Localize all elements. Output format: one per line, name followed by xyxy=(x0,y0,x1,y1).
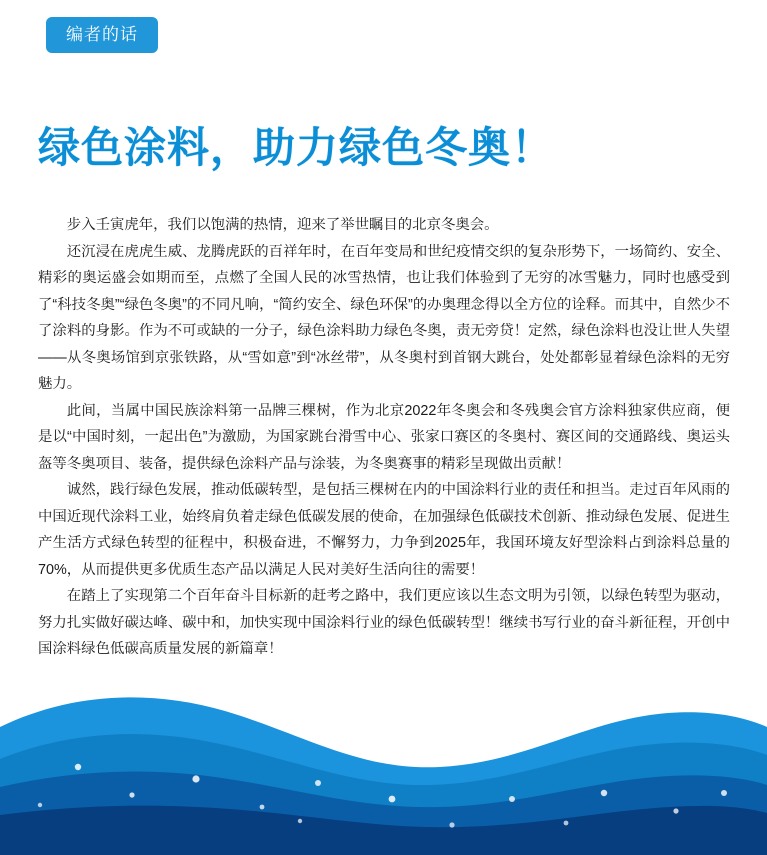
bubble-dot xyxy=(509,796,515,802)
wave-graphic xyxy=(0,675,767,855)
page-title: 绿色涂料，助力绿色冬奥！ xyxy=(38,124,555,171)
bubble-dot xyxy=(389,796,396,803)
article-body xyxy=(38,212,730,663)
wave-decoration xyxy=(0,675,767,855)
article-paragraph: 步入壬寅虎年，我们以饱满的热情，迎来了举世瞩目的北京冬奥会。 xyxy=(66,217,499,233)
bubble-dot xyxy=(673,808,678,813)
article-paragraph: 诚然，践行绿色发展，推动低碳转型，是包括三棵树在内的中国涂料行业的责任和担当。走过百年风雨的中国近现代涂料工业，始终肩负着走绿色低碳发展的使命，在加强绿色低碳技术创新、推动绿色发展、促进生产生活方式绿色转型的征程中，积极奋进，不懈努力，力争到2025年，我国环境友好型涂料占到涂料总量的70%，从而提供更多优质生态产品以满足人民对美好生活向往的需要！ xyxy=(38,482,730,578)
bubble-dot xyxy=(129,792,134,797)
bubble-dot xyxy=(75,764,81,770)
article-paragraph: 在踏上了实现第二个百年奋斗目标新的赶考之路中，我们更应该以生态文明为引领，以绿色转型为驱动，努力扎实做好碳达峰、碳中和，加快实现中国涂料行业的绿色低碳转型！继续书写行业的奋斗新征程，开创中国涂料绿色低碳高质量发展的新篇章！ xyxy=(38,588,730,657)
article-paragraph: 此间，当属中国民族涂料第一品牌三棵树，作为北京2022年冬奥会和冬残奥会官方涂料独家供应商，便是以“中国时刻，一起出色”为激励，为国家跳台滑雪中心、张家口赛区的冬奥村、赛区间的交通路线、奥运头盔等冬奥项目、装备，提供绿色涂料产品与涂装，为冬奥赛事的精彩呈现做出贡献！ xyxy=(38,402,730,472)
bubble-dot xyxy=(315,780,321,786)
section-badge: 编者的话 xyxy=(46,17,158,53)
article-paragraph: 还沉浸在虎虎生威、龙腾虎跃的百祥年时，在百年变局和世纪疫情交织的复杂形势下，一场简约、安全、精彩的奥运盛会如期而至，点燃了全国人民的冰雪热情，也让我们体验到了无穷的冰雪魅力，同时也感受到了“科技冬奥”“绿色冬奥”的不同凡响，“简约安全、绿色环保”的办奥理念得以全方位的诠释。而其中，自然少不了涂料的身影。作为不可或缺的一分子，绿色涂料助力绿色冬奥，责无旁贷！定然，绿色涂料也没让世人失望——从冬奥场馆到京张铁路，从“雪如意”到“冰丝带”，从冬奥村到首钢大跳台，处处都彰显着绿色涂料的无穷魅力。 xyxy=(38,243,730,392)
bubble-dot xyxy=(298,819,302,823)
bubble-dot xyxy=(192,775,199,782)
bubble-dot xyxy=(564,821,569,826)
bubble-dot xyxy=(721,790,727,796)
bubble-dot xyxy=(260,805,265,810)
bubble-dot xyxy=(601,790,607,796)
bubble-dot xyxy=(38,803,42,807)
bubble-dot xyxy=(449,822,454,827)
